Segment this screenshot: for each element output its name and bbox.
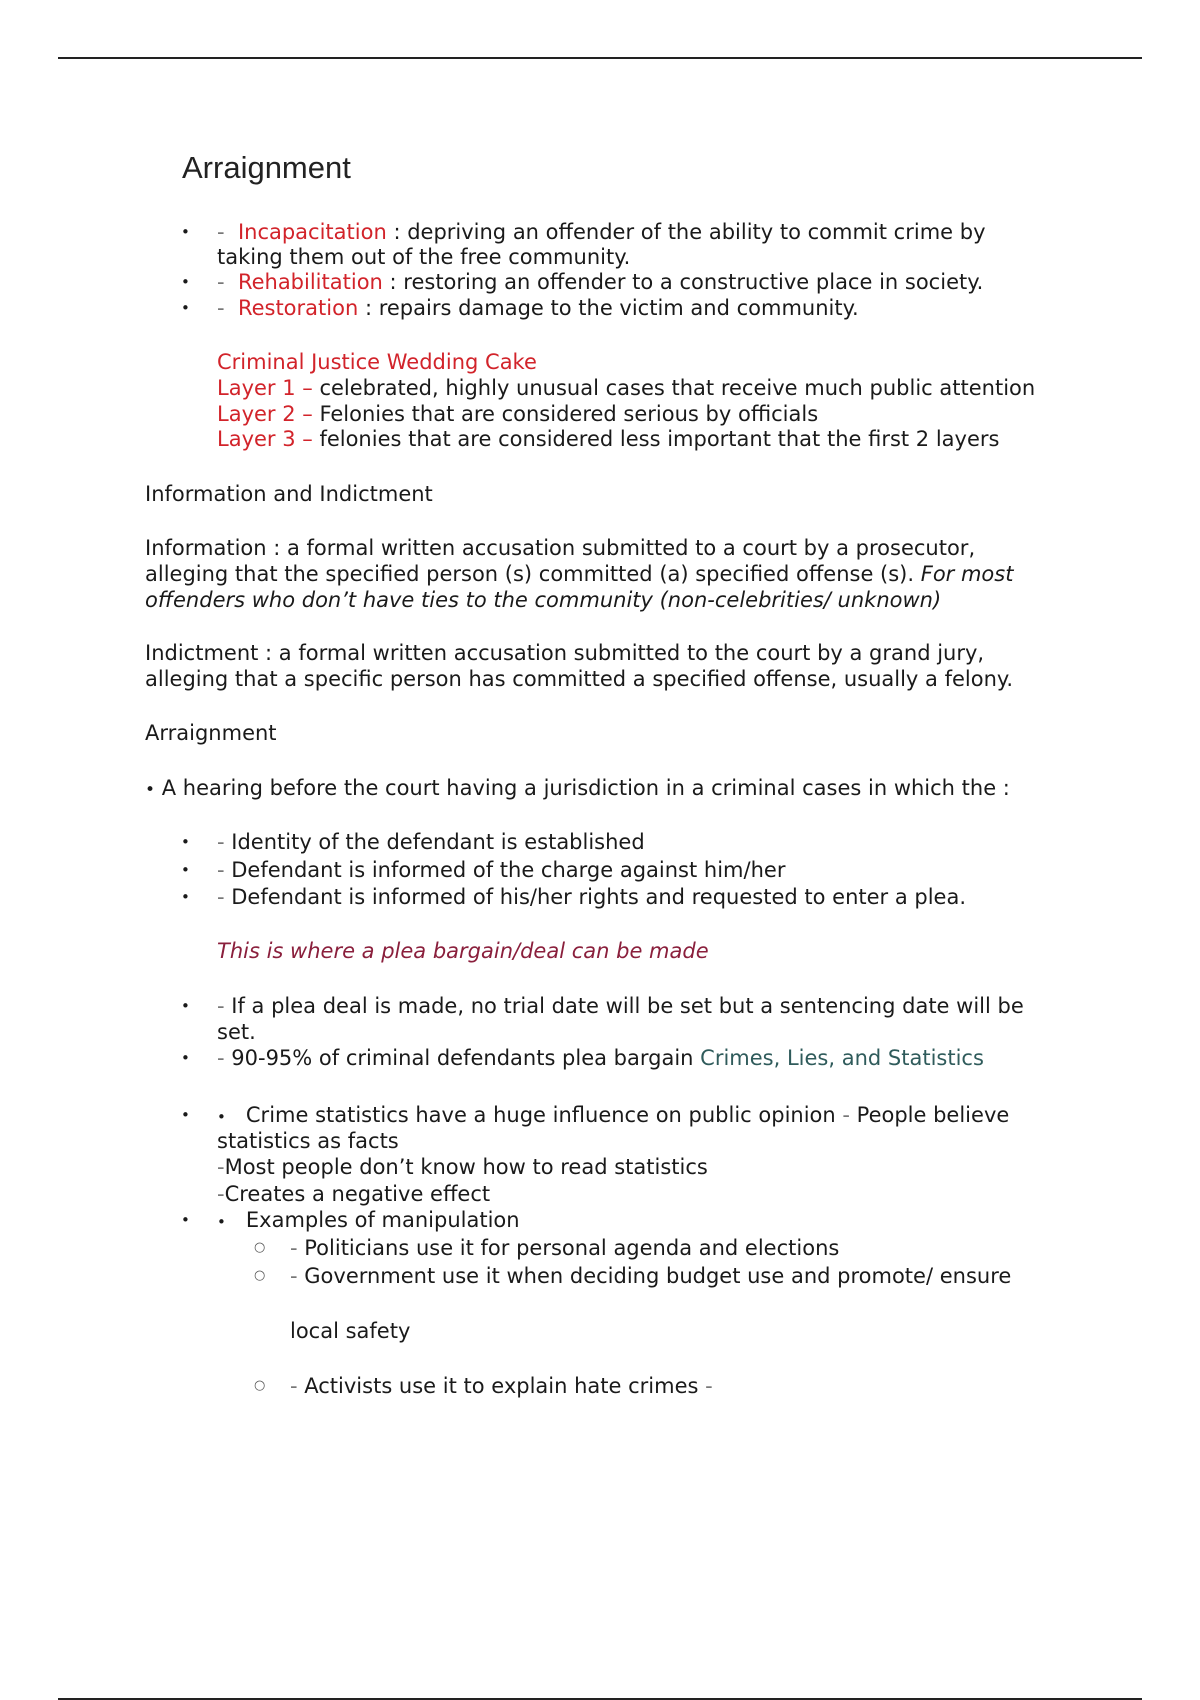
goal-restoration: - Restoration : repairs damage to the victim and community. xyxy=(217,296,859,320)
information-line-1: Information : a formal written accusation submitted to a court by a prosecutor, xyxy=(145,536,976,560)
step-1: - Identity of the defendant is established xyxy=(217,830,645,854)
examples-item: • Examples of manipulation xyxy=(217,1208,520,1232)
circle-bullet: ○ xyxy=(254,1268,266,1283)
term-incapacitation: Incapacitation xyxy=(237,220,387,244)
bullet: • xyxy=(181,997,190,1015)
step-3: - Defendant is informed of his/her rights and requested to enter a plea. xyxy=(217,885,967,909)
cake-layer-3: Layer 3 – felonies that are considered less important that the first 2 layers xyxy=(217,427,1000,451)
term-rehabilitation: Rehabilitation xyxy=(237,270,383,294)
step-2: - Defendant is informed of the charge against him/her xyxy=(217,858,786,882)
example-2: - Government use it when deciding budget use and promote/ ensure xyxy=(290,1264,1012,1288)
cake-layer-1: Layer 1 – celebrated, highly unusual cases that receive much public attention xyxy=(217,376,1036,400)
example-3: - Activists use it to explain hate crimes - xyxy=(290,1374,713,1398)
section-heading-information: Information and Indictment xyxy=(145,482,433,506)
hearing-item: • A hearing before the court having a jurisdiction in a criminal cases in which the : xyxy=(145,776,1010,800)
circle-bullet: ○ xyxy=(254,1240,266,1255)
goal-incapacitation: - Incapacitation : depriving an offender of the ability to commit crime by xyxy=(217,220,986,244)
indictment-line-2: alleging that a specific person has committed a specified offense, usually a felony. xyxy=(145,667,1013,691)
example-2-cont: local safety xyxy=(290,1319,411,1343)
bullet: • xyxy=(181,833,190,851)
bullet: • xyxy=(181,1211,190,1229)
section-heading-arraignment: Arraignment xyxy=(145,721,277,745)
information-line-2: alleging that the specified person (s) committed (a) specified offense (s). For most xyxy=(145,562,1014,586)
statistics-heading: Crimes, Lies, and Statistics xyxy=(700,1046,984,1070)
bullet: • xyxy=(181,861,190,879)
cake-layer-2: Layer 2 – Felonies that are considered serious by officials xyxy=(217,402,819,426)
indictment-line-1: Indictment : a formal written accusation submitted to the court by a grand jury, xyxy=(145,641,985,665)
term-restoration: Restoration xyxy=(237,296,359,320)
stats-line-3: -Most people don’t know how to read statistics xyxy=(217,1155,708,1179)
information-line-3: offenders who don’t have ties to the community (non-celebrities/ unknown) xyxy=(145,588,942,612)
goal-rehabilitation: - Rehabilitation : restoring an offender to a constructive place in society. xyxy=(217,270,984,294)
stats-line-1: • Crime statistics have a huge influence on public opinion - People believe xyxy=(217,1103,1010,1127)
page-title: Arraignment xyxy=(182,150,351,185)
bullet: • xyxy=(181,888,190,906)
circle-bullet: ○ xyxy=(254,1378,266,1393)
example-1: - Politicians use it for personal agenda and elections xyxy=(290,1236,840,1260)
top-rule xyxy=(58,57,1142,59)
goal-incapacitation-cont: taking them out of the free community. xyxy=(217,245,631,269)
plea-note: This is where a plea bargain/deal can be made xyxy=(217,939,709,963)
stats-line-4: -Creates a negative effect xyxy=(217,1182,491,1206)
plea-stat: - 90-95% of criminal defendants plea bargain Crimes, Lies, and Statistics xyxy=(217,1046,984,1070)
bullet: • xyxy=(181,1106,190,1124)
plea-deal-line-1: - If a plea deal is made, no trial date will be set but a sentencing date will be xyxy=(217,994,1024,1018)
bullet: • xyxy=(181,273,190,291)
bullet: • xyxy=(181,1049,190,1067)
cake-heading: Criminal Justice Wedding Cake xyxy=(217,350,537,374)
bullet: • xyxy=(181,299,190,317)
stats-line-2: statistics as facts xyxy=(217,1129,399,1153)
bullet: • xyxy=(181,223,190,241)
plea-deal-line-2: set. xyxy=(217,1020,256,1044)
